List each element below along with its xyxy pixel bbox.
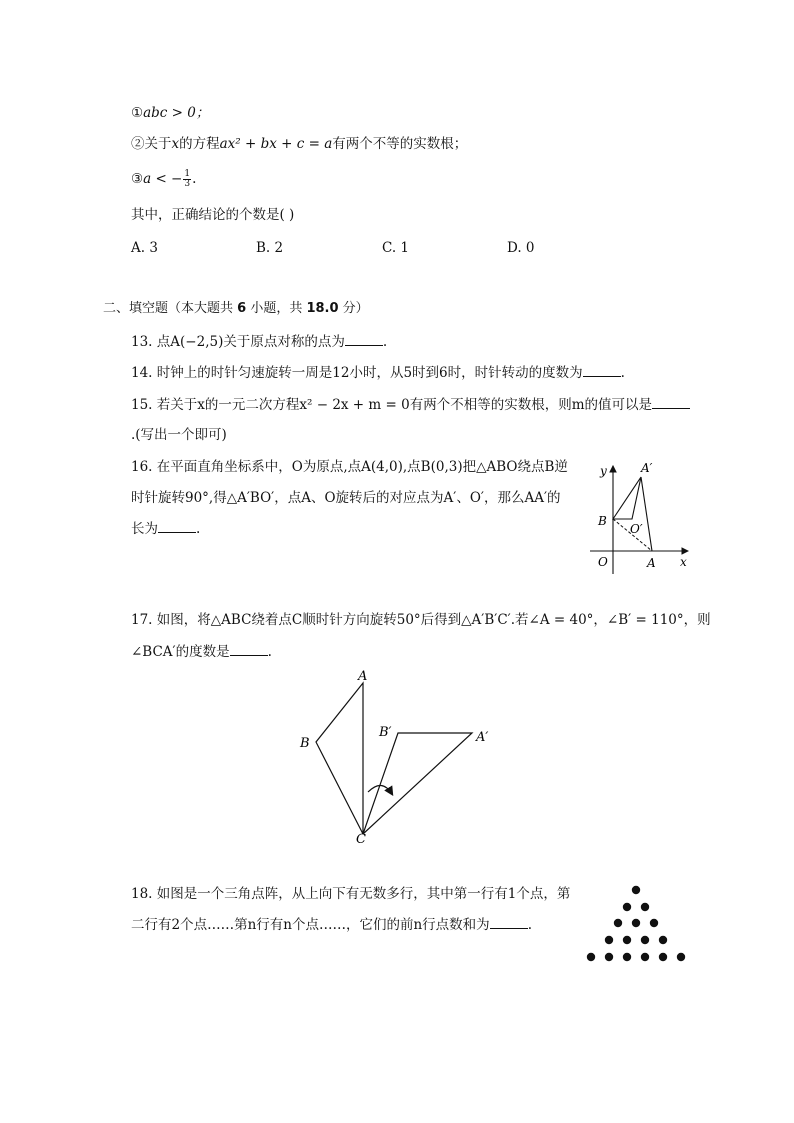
q16-line-2: 时针旋转90°,得△A′BO′，点A、O旋转后的对应点为A′、O′，那么AA′的 (131, 490, 561, 506)
question-14 (131, 364, 625, 382)
triangle-a-prime-b-o-prime (613, 477, 641, 519)
q13-number: 13. (131, 334, 153, 350)
choice-c: C. 1 (382, 240, 410, 256)
q13-end: . (382, 334, 388, 350)
q17-answer-blank[interactable] (230, 643, 268, 656)
conclusion-2-mid: 的方程 (179, 136, 220, 152)
q18-dot-triangle (582, 882, 694, 966)
conclusion-1 (131, 104, 209, 122)
conclusion-2-suffix: 有两个不等的实数根； (332, 136, 468, 152)
q16-end: . (196, 521, 201, 537)
conclusion-3 (131, 170, 196, 189)
q17-line-1: 如图，将△ABC绕着点C顺时针方向旋转50°后得到△A′B′C′.若∠A = 40°，∠B′ = 110°，则 (156, 612, 711, 628)
label-y: y (600, 464, 607, 478)
q13-answer-blank[interactable] (345, 333, 383, 346)
question-15 (131, 396, 690, 414)
q14-number: 14. (131, 365, 153, 381)
conclusion-2-prefix: 关于 (144, 136, 172, 152)
q18-line-2-text: 二行有2个点……第n行有n个点……，它们的前n行点数和为 (131, 917, 490, 933)
section-prefix: 二、填空题（本大题共 (103, 301, 238, 316)
conclusion-1-text: abc > 0； (143, 105, 210, 121)
dot-row-1 (632, 886, 640, 894)
q18-number: 18. (131, 886, 153, 902)
dot-row-4 (605, 936, 667, 944)
fraction-numerator: 1 (184, 169, 191, 179)
label-b-prime: B′ (379, 725, 392, 740)
label-b: B (598, 514, 607, 528)
label-a-prime: A′ (476, 730, 489, 745)
label-x: x (680, 555, 687, 569)
conclusion-1-marker: ① (131, 105, 144, 121)
q16-answer-blank[interactable] (158, 520, 196, 533)
q17-number: 17. (131, 612, 153, 628)
section-count: 6 (237, 301, 247, 316)
section-mid: 小题，共 (246, 301, 307, 316)
q18-answer-blank[interactable] (490, 916, 528, 929)
conclusion-3-lhs: a < − (143, 171, 183, 187)
conclusion-3-marker: ③ (131, 171, 144, 187)
q14-answer-blank[interactable] (583, 364, 621, 377)
label-a: A (358, 669, 368, 684)
q17-line-2-text: ∠BCA′的度数是 (131, 644, 230, 660)
q17-figure (290, 664, 500, 850)
question-17 (131, 611, 711, 629)
q18-line-2 (131, 916, 532, 934)
q16-figure (584, 458, 696, 574)
label-o-prime: O′ (630, 522, 643, 536)
section-score: 18.0 (306, 301, 339, 316)
q14-end: . (620, 365, 625, 381)
question-16 (131, 458, 568, 476)
conclusion-3-end: . (192, 171, 197, 187)
q18-end: . (527, 917, 532, 933)
conclusion-2-marker: ② (131, 136, 145, 152)
fraction-one-third (183, 170, 191, 189)
choice-b: B. 2 (256, 240, 284, 256)
q16-line-3 (131, 520, 200, 538)
fraction-denominator: 3 (184, 179, 191, 189)
q18-line-1: 如图是一个三角点阵，从上向下有无数多行，其中第一行有1个点，第 (156, 886, 571, 902)
question-tail: 其中，正确结论的个数是( ) (131, 207, 295, 223)
q16-number: 16. (131, 459, 153, 475)
section-suffix: 分） (338, 301, 369, 316)
question-13 (131, 333, 387, 351)
label-o: O (598, 555, 608, 569)
dot-row-2 (623, 903, 649, 911)
q17-line-2 (131, 643, 272, 661)
q14-text: 时钟上的时针匀速旋转一周是12小时，从5时到6时，时针转动的度数为 (156, 365, 583, 381)
q13-text: 点A(−2,5)关于原点对称的点为 (156, 334, 345, 350)
question-18 (131, 885, 570, 903)
section-header (103, 300, 369, 318)
conclusion-2-expr: ax² + bx + c = a (219, 136, 333, 152)
segment-a-prime-a (641, 477, 652, 551)
label-a-prime: A′ (641, 461, 653, 475)
triangle-abc (316, 683, 363, 834)
choice-d: D. 0 (507, 240, 535, 256)
q17-end: . (267, 644, 272, 660)
q16-line-1: 在平面直角坐标系中，O为原点,点A(4,0),点B(0,3)把△ABO绕点B逆 (156, 459, 568, 475)
q15-text: 若关于x的一元二次方程x² − 2x + m = 0有两个不相等的实数根，则m的值可以是 (156, 397, 652, 413)
label-b: B (300, 736, 310, 751)
label-a: A (647, 556, 656, 570)
choice-a: A. 3 (131, 240, 158, 256)
q15-number: 15. (131, 397, 153, 413)
conclusion-2-var: x (171, 136, 180, 152)
triangle-a-prime-b-prime-c (363, 733, 472, 834)
label-c: C (356, 832, 366, 847)
dot-row-5 (587, 953, 685, 961)
q15-answer-blank[interactable] (652, 396, 690, 409)
q16-line-3-text: 长为 (131, 521, 158, 537)
conclusion-2 (131, 135, 467, 153)
q15-line-2: .(写出一个即可) (131, 427, 227, 443)
dot-row-3 (614, 919, 658, 927)
